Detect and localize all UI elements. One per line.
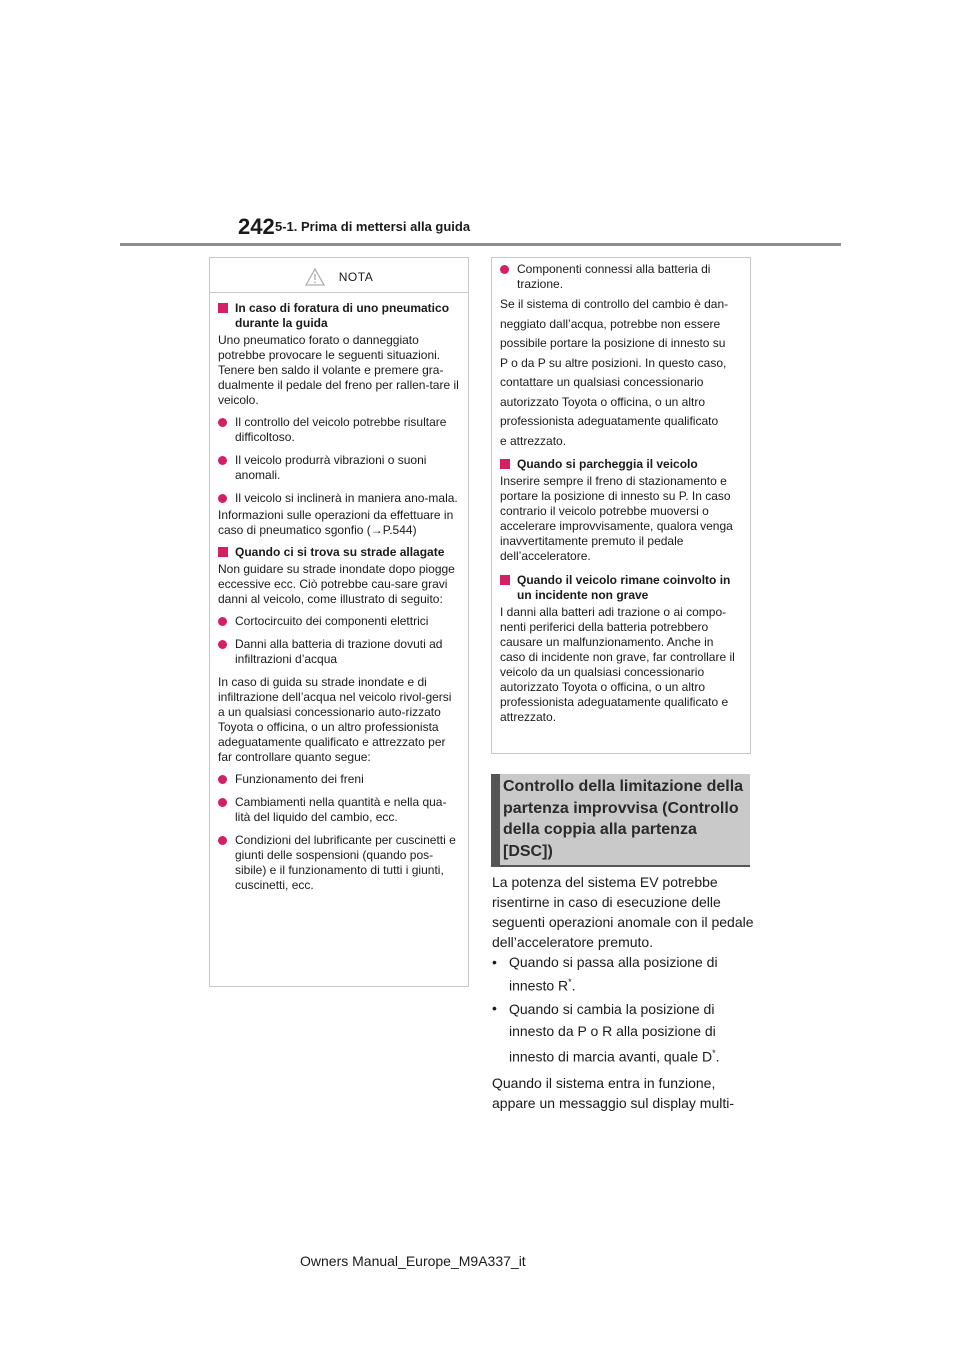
dsc-intro: La potenza del sistema EV potrebbe risentirne in caso di esecuzione delle seguenti operazioni anomale con il pedale dell’acceleratore premuto. bbox=[492, 874, 754, 950]
subheading bbox=[500, 573, 742, 603]
list-item-text: Funzionamento dei freni bbox=[235, 772, 364, 786]
dsc-heading: Controllo della limitazione della partenza improvvisa (Controllo della coppia alla partenza [DSC]) bbox=[503, 778, 744, 860]
bullet-dot bbox=[218, 617, 227, 626]
list-item bbox=[218, 415, 460, 445]
bullet-dot bbox=[218, 775, 227, 784]
nota-box bbox=[209, 257, 469, 987]
shift-text-line: e attrezzato. bbox=[500, 433, 567, 448]
heading-rule bbox=[491, 865, 750, 867]
footnote-marker: * bbox=[568, 977, 572, 987]
nota-label: NOTA bbox=[338, 270, 374, 284]
bullet-dot bbox=[218, 494, 227, 503]
page-number: 242 bbox=[238, 214, 275, 239]
list-item bbox=[492, 998, 754, 1068]
heading-bar bbox=[491, 774, 500, 865]
list-item bbox=[492, 952, 754, 996]
nota-continued-content bbox=[492, 258, 750, 725]
bullet-dot bbox=[218, 798, 227, 807]
shift-text-line: neggiato dall’acqua, potrebbe non essere bbox=[500, 316, 721, 331]
shift-text-line: autorizzato Toyota o officina, o un altro bbox=[500, 394, 706, 409]
flooded-check-intro: In caso di guida su strade inondate e di infiltrazione dell’acqua nel veicolo rivol-gersi a un qualsiasi concessionario auto-rizzato Toyota o officina, o un altro professionista adeguatamente qualificato e attrezzato per far controllare quanto segue: bbox=[218, 675, 452, 764]
list-item bbox=[218, 614, 460, 629]
nota-header bbox=[210, 262, 468, 293]
accident-text: I danni alla batteri adi trazione o ai compo-nenti periferici della batteria potrebbero causare un malfunzionamento. Anche in caso di incidente non grave, far controllare il veicolo da un qualsiasi concessionario autorizzato Toyota o officina, o un altro professionista adeguatamente qualificato e attrezzato. bbox=[500, 605, 735, 724]
accident-title: Quando il veicolo rimane coinvolto in un incidente non grave bbox=[517, 573, 731, 602]
list-item bbox=[218, 453, 460, 483]
square-marker bbox=[500, 459, 510, 469]
subheading bbox=[218, 545, 460, 560]
flat-tire-title: In caso di foratura di uno pneumatico durante la guida bbox=[235, 301, 450, 330]
shift-text-line: Se il sistema di controllo del cambio è dan- bbox=[500, 297, 729, 311]
square-marker bbox=[218, 547, 228, 557]
bullet-dot bbox=[218, 836, 227, 845]
flat-tire-intro: Uno pneumatico forato o danneggiato potrebbe provocare le seguenti situazioni. Tenere ben saldo il volante e premere gra-dualmente il pedale del freno per rallen-tare il veicolo. bbox=[218, 333, 459, 407]
list-item bbox=[218, 772, 460, 787]
list-item bbox=[218, 795, 460, 825]
flooded-title: Quando ci si trova su strade allagate bbox=[235, 545, 445, 559]
footnote-marker: * bbox=[712, 1047, 716, 1058]
nota-content bbox=[210, 293, 468, 893]
list-item-text: Il veicolo produrrà vibrazioni o suoni anomali. bbox=[235, 453, 427, 482]
dsc-outro: Quando il sistema entra in funzione, appare un messaggio sul display multi- bbox=[492, 1075, 735, 1112]
header-rule bbox=[120, 243, 841, 246]
list-item-text: Cambiamenti nella quantità e nella qua-lità del liquido del cambio, ecc. bbox=[235, 795, 447, 824]
parking-text: Inserire sempre il freno di stazionamento e portare la posizione di innesto su P. In caso contrario il veicolo potrebbe muoversi o accelerare improvvisamente, qualora venga inavvertitamente premuto il pedale dell’acceleratore. bbox=[500, 474, 733, 563]
list-item-text-main: Quando si cambia la posizione di innesto da P o R alla posizione di innesto di marcia avanti, quale D bbox=[509, 1000, 716, 1065]
shift-text-line: P o da P su altre posizioni. In questo caso, bbox=[500, 355, 727, 370]
bullet-marker: • bbox=[492, 999, 497, 1016]
footer: Owners Manual_Europe_M9A337_it bbox=[300, 1253, 526, 1269]
dsc-body bbox=[492, 872, 754, 1118]
section-title: 5-1. Prima di mettersi alla guida bbox=[275, 219, 471, 234]
square-marker bbox=[500, 575, 510, 585]
bullet-dot bbox=[218, 418, 227, 427]
list-item bbox=[218, 637, 460, 667]
list-item-text: Componenti connessi alla batteria di trazione. bbox=[517, 262, 711, 291]
list-item-text: Il veicolo si inclinerà in maniera ano-mala. bbox=[235, 491, 458, 505]
nota-continued-box bbox=[491, 257, 751, 754]
list-item-text-main: Quando si passa alla posizione di innesto R bbox=[509, 954, 718, 994]
bullet-marker: • bbox=[492, 954, 497, 970]
shift-text-line: contattare un qualsiasi concessionario bbox=[500, 375, 704, 389]
list-item-text: Il controllo del veicolo potrebbe risultare difficoltoso. bbox=[235, 415, 447, 444]
list-item-text: Quando si cambia la posizione di innesto da P o R alla posizione di innesto di marcia avanti, quale D*. bbox=[509, 1000, 720, 1065]
parking-title: Quando si parcheggia il veicolo bbox=[517, 457, 698, 471]
bullet-dot bbox=[500, 265, 509, 274]
list-item-text: Danni alla batteria di trazione dovuti ad infiltrazioni d’acqua bbox=[235, 637, 443, 666]
list-item bbox=[500, 262, 742, 292]
shift-text-line: professionista adeguatamente qualificato bbox=[500, 414, 719, 428]
flat-tire-info: Informazioni sulle operazioni da effettuare in caso di pneumatico sgonfio (→P.544) bbox=[218, 508, 454, 537]
bullet-dot bbox=[218, 640, 227, 649]
subheading bbox=[500, 457, 742, 472]
subheading bbox=[218, 301, 460, 331]
bullet-dot bbox=[218, 456, 227, 465]
shift-text-line: possibile portare la posizione di innesto su bbox=[500, 336, 726, 350]
list-item bbox=[218, 833, 460, 893]
list-item bbox=[218, 491, 460, 506]
warning-icon bbox=[305, 268, 325, 286]
square-marker bbox=[218, 303, 228, 313]
list-item-text: Cortocircuito dei componenti elettrici bbox=[235, 614, 429, 628]
flooded-intro: Non guidare su strade inondate dopo piogge eccessive ecc. Ciò potrebbe cau-sare gravi danni al veicolo, come illustrato di seguito: bbox=[218, 562, 455, 606]
list-item-text: Quando si passa alla posizione di innesto R*. bbox=[509, 954, 718, 994]
list-item-text: Condizioni del lubrificante per cuscinetti e giunti delle sospensioni (quando pos-sibile) e il funzionamento di tutti i giunti, cuscinetti, ecc. bbox=[235, 833, 456, 892]
dsc-heading-block bbox=[491, 774, 750, 865]
